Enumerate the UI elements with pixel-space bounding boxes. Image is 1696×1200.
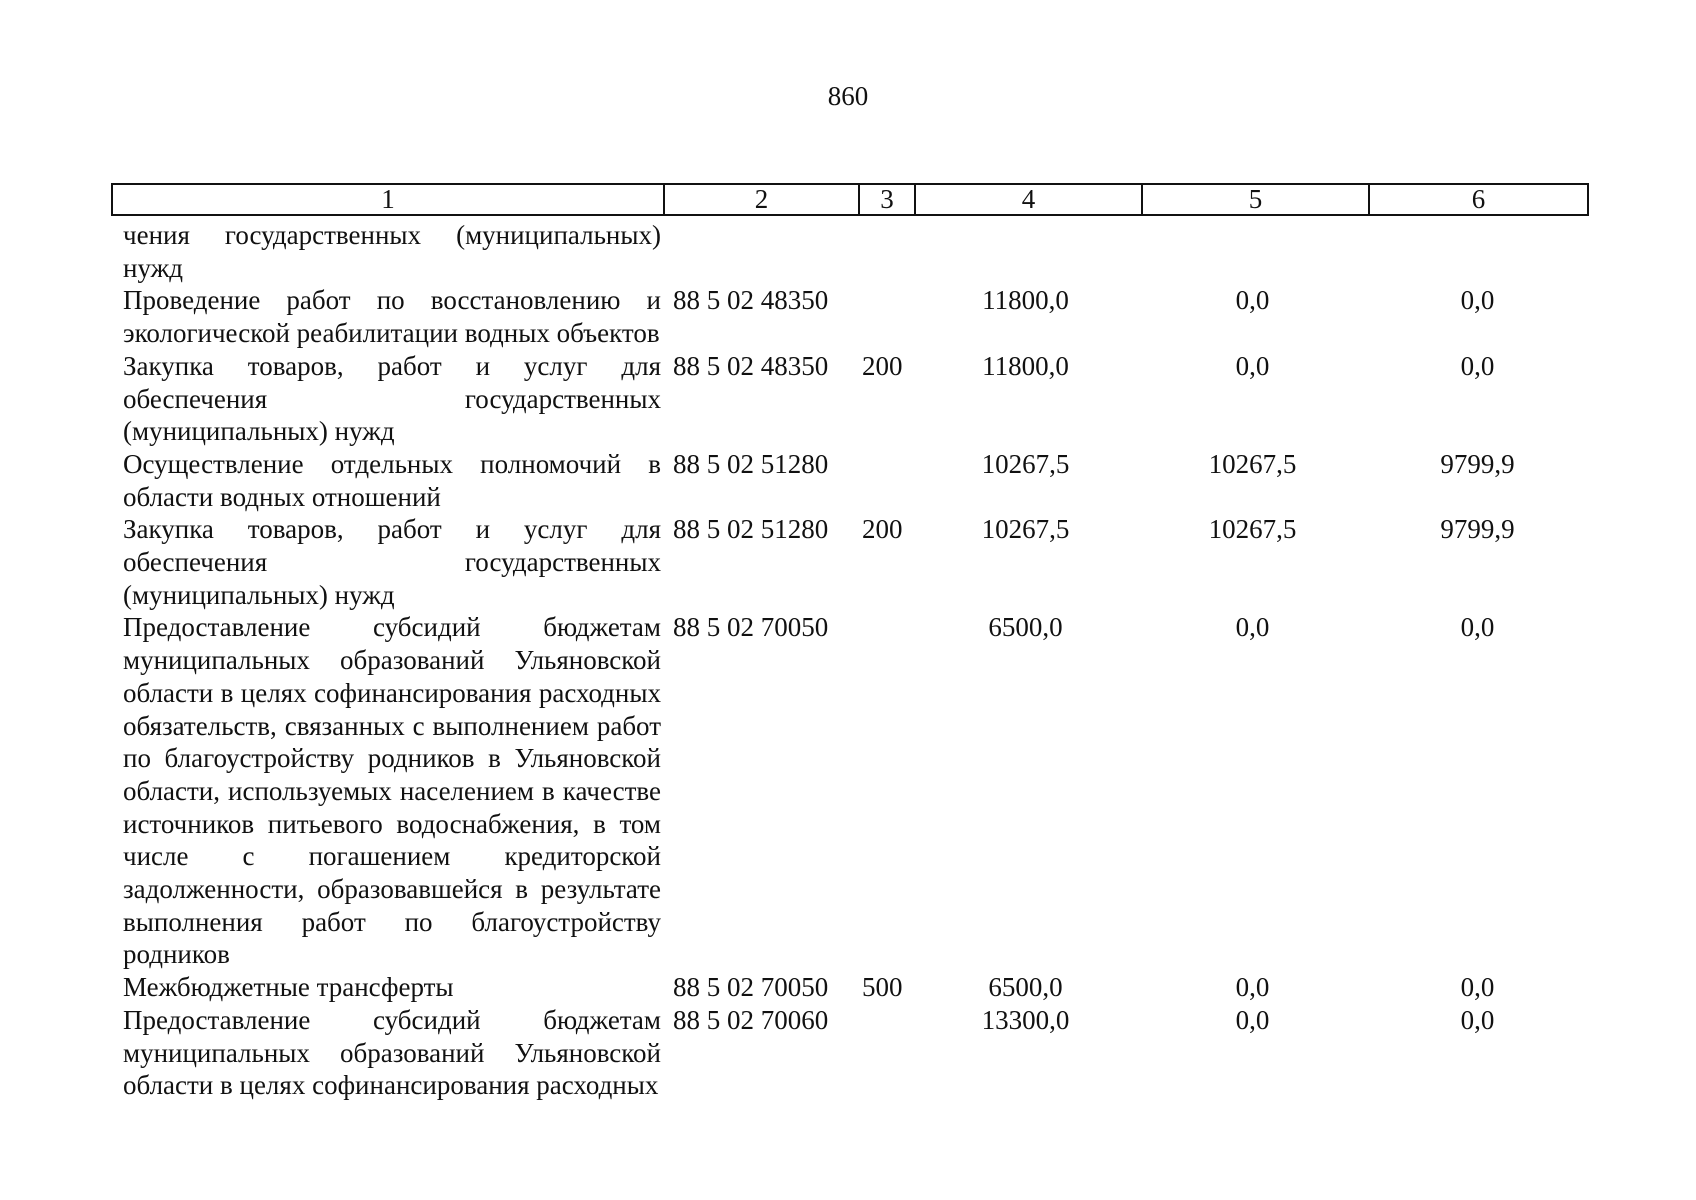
row-description: Предоставление субсидий бюджетам муниципальных образований Ульяновской области в целях софинансирования расходных	[123, 1004, 661, 1101]
row-value-4: 10267,5	[981, 514, 1070, 545]
row-value-6: 0,0	[1460, 350, 1495, 381]
table-row	[111, 350, 1589, 448]
row-value-4: 6500,0	[988, 972, 1063, 1003]
row-value-4: 13300,0	[981, 1004, 1070, 1035]
row-description: чения государственных (муниципальных) нужд	[123, 220, 661, 283]
row-description: Проведение работ по восстановлению и экологической реабилитации водных объектов	[123, 285, 661, 349]
row-description: Осуществление отдельных полномочий в области водных отношений	[123, 448, 661, 512]
header-col-6: 6	[1368, 185, 1587, 214]
row-value-5	[1139, 219, 1366, 284]
row-type: 200	[862, 514, 903, 545]
row-code: 88 5 02 48350	[673, 285, 829, 316]
row-value-5: 0,0	[1235, 285, 1270, 316]
row-code: 88 5 02 70050	[673, 612, 829, 643]
row-value-5: 0,0	[1235, 612, 1270, 643]
row-value-6: 0,0	[1460, 1004, 1495, 1035]
row-type: 500	[862, 972, 903, 1003]
row-value-4: 11800,0	[982, 350, 1069, 381]
table-body	[111, 219, 1589, 1102]
table-row	[111, 284, 1589, 349]
row-value-6: 9799,9	[1440, 514, 1515, 545]
row-value-4: 11800,0	[982, 285, 1069, 316]
row-code: 88 5 02 48350	[673, 350, 829, 381]
row-code	[661, 219, 856, 284]
page-number: 860	[827, 81, 869, 111]
row-value-5: 0,0	[1235, 350, 1270, 381]
row-value-6: 0,0	[1460, 612, 1495, 643]
table-row	[111, 611, 1589, 971]
header-col-2: 2	[663, 185, 858, 214]
row-value-5: 0,0	[1235, 1004, 1270, 1035]
row-description: Закупка товаров, работ и услуг для обеспечения государственных (муниципальных) нужд	[123, 514, 661, 610]
row-code: 88 5 02 70060	[673, 1004, 829, 1035]
row-type	[856, 611, 912, 971]
row-description: Межбюджетные трансферты	[123, 972, 454, 1003]
row-type	[856, 448, 912, 513]
row-value-4: 10267,5	[981, 448, 1070, 479]
row-value-6: 9799,9	[1440, 448, 1515, 479]
row-type	[856, 219, 912, 284]
table-row	[111, 219, 1589, 284]
row-type: 200	[862, 350, 903, 381]
row-code: 88 5 02 51280	[673, 448, 829, 479]
table-row	[111, 971, 1589, 1004]
row-code: 88 5 02 51280	[673, 514, 829, 545]
table-row	[111, 1004, 1589, 1102]
row-description: Предоставление субсидий бюджетам муниципальных образований Ульяновской области в целях софинансирования расходных обязательств, связанных с выполнением работ по благоустройству родников в Ульяновской области, используемых населением в качестве источников питьевого водоснабжения, в том числе с погашением кредиторской задолженности, образовавшейся в результате выполнения работ по благоустройству родников	[123, 612, 661, 970]
header-col-3: 3	[858, 185, 914, 214]
table-header	[111, 183, 1589, 216]
table-row	[111, 448, 1589, 513]
row-type	[856, 284, 912, 349]
header-col-4: 4	[914, 185, 1141, 214]
row-value-5: 0,0	[1235, 972, 1270, 1003]
row-value-6: 0,0	[1460, 285, 1495, 316]
header-col-1: 1	[381, 184, 395, 214]
row-description: Закупка товаров, работ и услуг для обеспечения государственных (муниципальных) нужд	[123, 350, 661, 447]
row-value-6: 0,0	[1460, 972, 1495, 1003]
row-value-6	[1366, 219, 1589, 284]
row-type	[856, 1004, 912, 1102]
row-value-4	[912, 219, 1139, 284]
row-value-4: 6500,0	[988, 612, 1063, 643]
row-value-5: 10267,5	[1208, 448, 1297, 479]
header-col-5: 5	[1141, 185, 1368, 214]
row-value-5: 10267,5	[1208, 514, 1297, 545]
row-code: 88 5 02 70050	[673, 972, 829, 1003]
table-row	[111, 513, 1589, 611]
